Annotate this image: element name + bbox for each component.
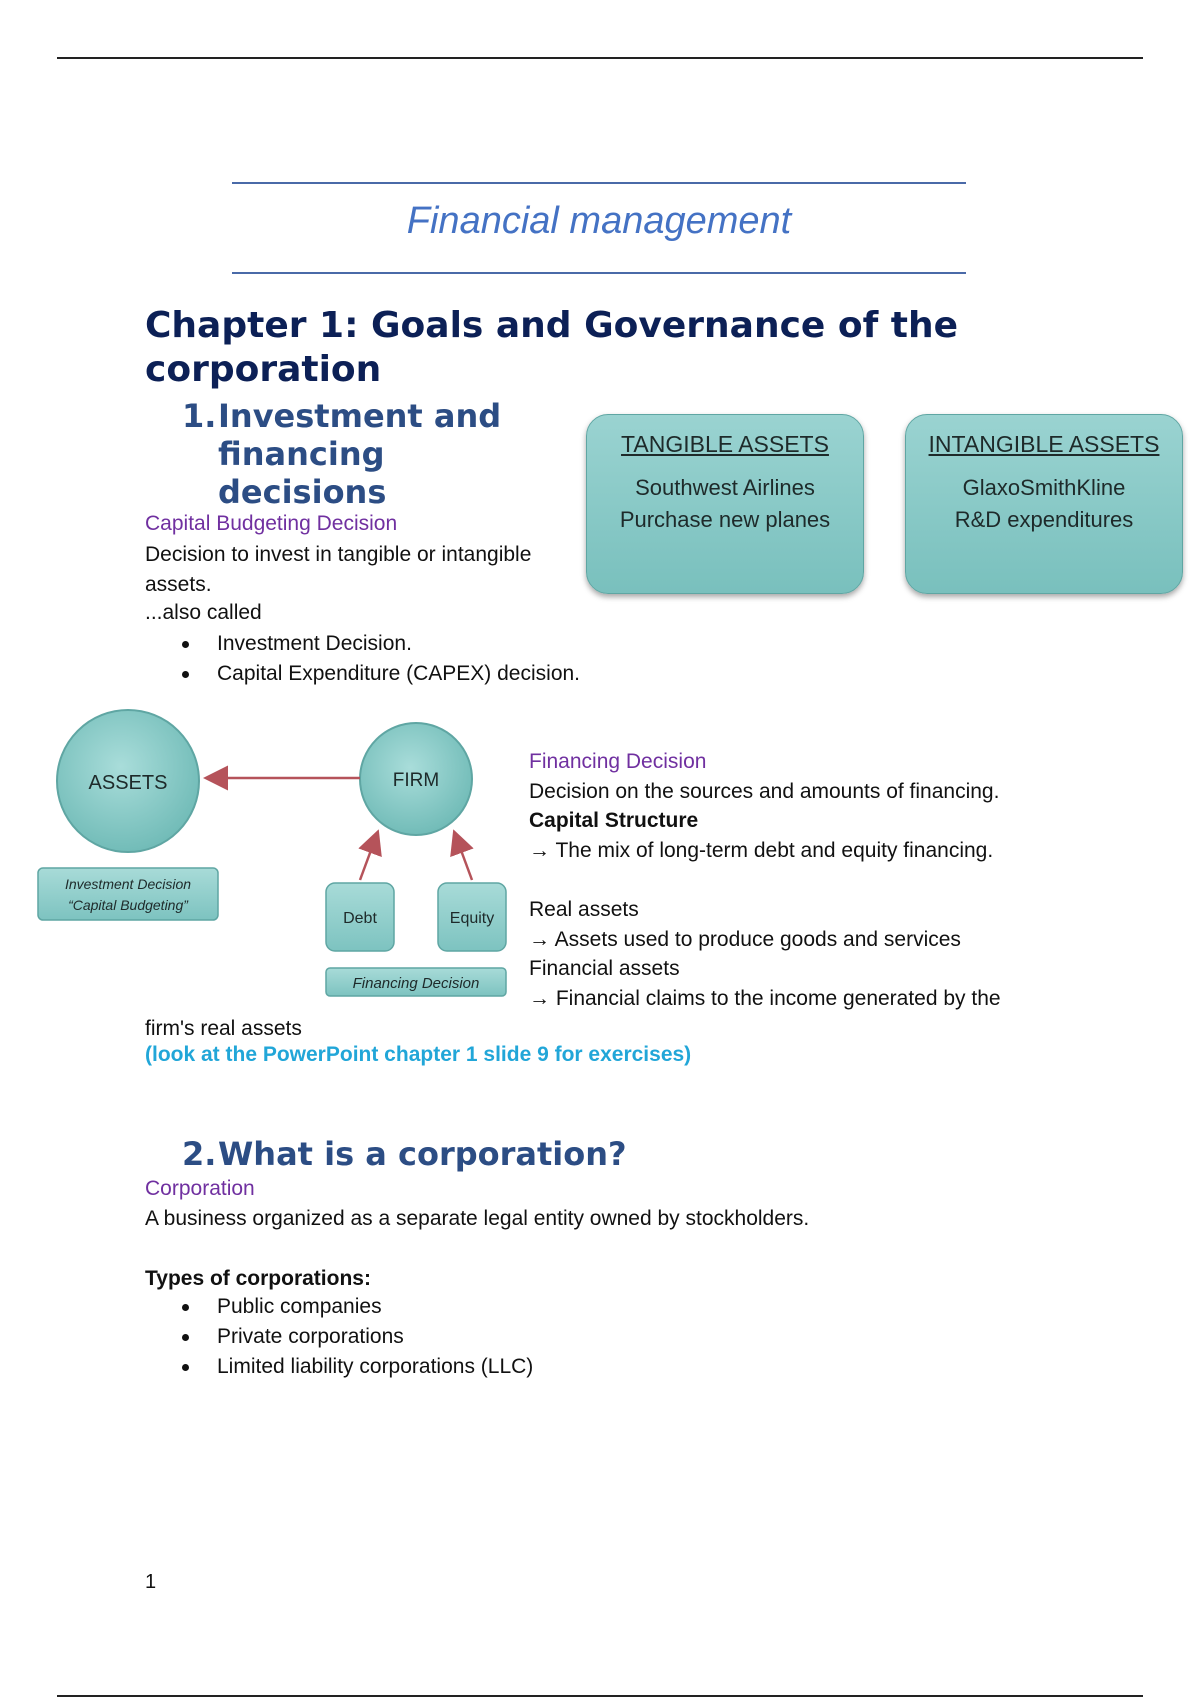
capital-budgeting-diagram-label: “Capital Budgeting” (68, 897, 188, 913)
list-item: Investment Decision. (145, 629, 580, 659)
financial-assets-definition-continued: firm's real assets (145, 1017, 302, 1040)
document-title: Financial management (406, 200, 792, 242)
financial-assets-label: Financial assets (529, 957, 680, 980)
page-number: 1 (145, 1571, 157, 1593)
list-item: Public companies (145, 1292, 533, 1322)
page-top-rule (57, 57, 1143, 59)
capital-structure-definition: → The mix of long-term debt and equity financing. (529, 839, 994, 862)
section-1-number: 1. (182, 397, 217, 435)
exercise-note: (look at the PowerPoint chapter 1 slide 9 for exercises) (145, 1043, 692, 1066)
assets-label: ASSETS (88, 772, 168, 794)
list-item: Limited liability corporations (LLC) (145, 1352, 533, 1382)
tangible-assets-heading: TANGIBLE ASSETS (621, 431, 829, 457)
types-label: Types of corporations: (145, 1267, 371, 1290)
real-assets-label: Real assets (529, 898, 639, 921)
debt-arrow (360, 834, 377, 880)
corporation-types-list (145, 1292, 533, 1382)
corporation-label: Corporation (145, 1177, 255, 1200)
section-1-title: Investment and financing decisions (218, 397, 502, 511)
section-2-number: 2. (182, 1135, 217, 1173)
financing-decision-diagram-label: Financing Decision (352, 975, 480, 992)
capital-budgeting-label: Capital Budgeting Decision (145, 512, 398, 535)
investment-decision-label: Investment Decision (64, 876, 192, 892)
capital-budgeting-definition: Decision to invest in tangible or intangible assets. (145, 543, 532, 596)
intangible-assets-heading: INTANGIBLE ASSETS (928, 431, 1160, 457)
corporation-definition: A business organized as a separate legal entity owned by stockholders. (145, 1207, 810, 1230)
list-item: Private corporations (145, 1322, 533, 1352)
page-bottom-rule (57, 1695, 1143, 1697)
equity-label: Equity (449, 910, 495, 927)
real-assets-definition: → Assets used to produce goods and services (529, 928, 961, 951)
title-top-rule (232, 182, 966, 184)
intangible-assets-detail: R&D expenditures (954, 507, 1134, 532)
tangible-assets-example: Southwest Airlines (635, 475, 815, 500)
financing-diagram (30, 700, 520, 1000)
list-item: Capital Expenditure (CAPEX) decision. (145, 659, 580, 689)
equity-arrow (455, 834, 472, 880)
tangible-assets-detail: Purchase new planes (619, 507, 831, 532)
intangible-assets-box (905, 414, 1183, 594)
tangible-assets-box (586, 414, 864, 594)
title-bottom-rule (232, 272, 966, 274)
aliases-list (145, 629, 580, 689)
intangible-assets-example: GlaxoSmithKline (962, 475, 1126, 500)
capital-structure-label: Capital Structure (529, 809, 699, 832)
debt-label: Debt (343, 910, 377, 927)
chapter-heading: Chapter 1: Goals and Governance of the corporation (145, 305, 959, 390)
section-2-heading (182, 1135, 782, 1175)
also-called-text: ...also called (145, 601, 262, 624)
financing-decision-definition: Decision on the sources and amounts of financing. (529, 780, 1000, 803)
financing-decision-label: Financing Decision (529, 750, 707, 773)
section-1-heading (182, 397, 562, 517)
financial-assets-definition: → Financial claims to the income generated by the (529, 987, 1001, 1010)
firm-label: FIRM (392, 770, 440, 791)
section-2-title: What is a corporation? (218, 1135, 627, 1173)
